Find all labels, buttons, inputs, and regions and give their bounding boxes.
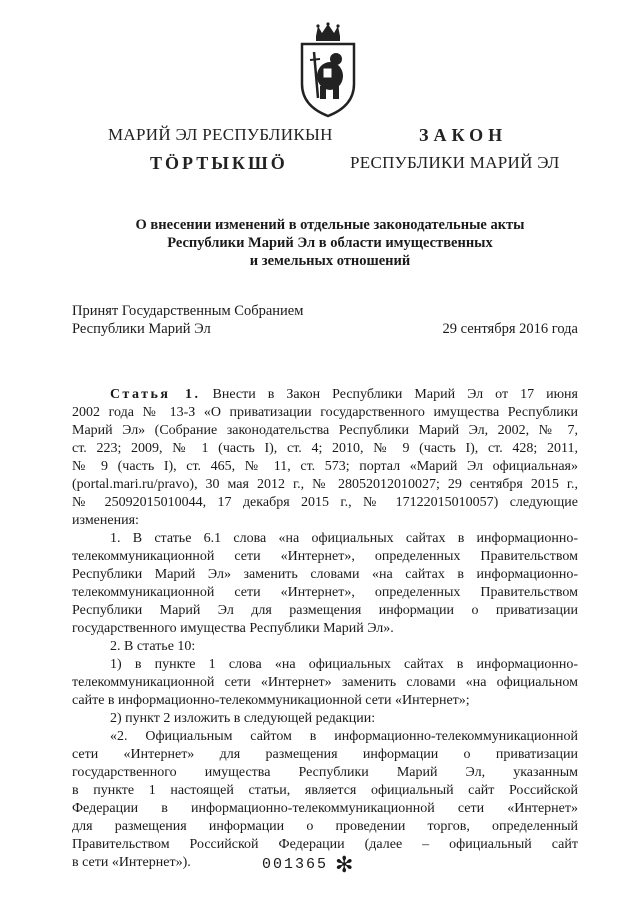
title-line: Республики Марий Эл в области имущественных [167, 235, 493, 251]
body-line: (portal.mari.ru/pravo), 30 мая 2012 г., № 28052012010027; 29 сентября 2015 г., [72, 477, 578, 492]
body-line: изменения: [72, 513, 139, 528]
body-line: 2002 года № 13-З «О приватизации государственного имущества Республики [72, 405, 578, 420]
body-line: телекоммуникационной сети «Интернет», определенных Правительством [72, 549, 578, 564]
document-number: 001365 [262, 856, 329, 873]
header-left-line2: ТӦРТЫКШӦ [150, 153, 288, 173]
body-line: «2. Официальным сайтом в информационно-телекоммуникационной [110, 729, 578, 744]
body-line: в сети «Интернет»). [72, 855, 191, 870]
body-line: 1. В статье 6.1 слова «на официальных сайтах в информационно- [110, 531, 578, 546]
body-line: сети «Интернет» для размещения информации о приватизации [72, 747, 578, 762]
adopted-line1: Принят Государственным Собранием [72, 303, 304, 319]
body-line: телекоммуникационной сети «Интернет», определенных Правительством [72, 585, 578, 600]
body-line: Республики Марий Эл» заменить словами «на сайтах в информационно- [72, 567, 578, 582]
title-line: О внесении изменений в отдельные законодательные акты [135, 217, 525, 233]
body-line: Правительством Российской Федерации (далее – официальный сайт [72, 837, 578, 852]
body-line: сайте в информационно-телекоммуникационной сети «Интернет»; [72, 693, 470, 708]
body-line: государственного имущества Республики Марий Эл». [72, 621, 394, 636]
body-line: № 9 (часть I), ст. 465, № 11, ст. 573; портал «Марий Эл официальная» [72, 459, 578, 474]
body-line: Марий Эл» (Собрание законодательства Республики Марий Эл, 2002, № 7, [72, 423, 578, 438]
body-line: государственного имущества Республики Марий Эл, указанным [72, 765, 578, 780]
article-body [72, 386, 578, 872]
body-line: ст. 223; 2009, № 1 (часть I), ст. 4; 2010, № 9 (часть I), ст. 428; 2011, [72, 441, 578, 456]
article-label: Статья 1. [110, 387, 201, 402]
body-line: в пункте 1 настоящей статьи, является официальный сайт Российской [72, 783, 578, 798]
header-right-line1: ЗАКОН [419, 125, 508, 145]
coat-of-arms-icon [296, 22, 360, 118]
law-title [70, 216, 590, 270]
body-line: 2) пункт 2 изложить в следующей редакции: [110, 711, 376, 726]
body-line: Республики Марий Эл для размещения информации о приватизации [72, 603, 578, 618]
title-line: и земельных отношений [249, 253, 411, 269]
body-line: 1) в пункте 1 слова «на официальных сайтах в информационно- [110, 657, 578, 672]
body-line: для размещения информации о проведении торгов, определенный [72, 819, 578, 834]
asterisk-mark-icon: ✻ [335, 852, 354, 877]
body-line: Статья 1. Внести в Закон Республики Марий Эл от 17 июня [110, 387, 578, 402]
adoption-info [72, 302, 578, 338]
adoption-date: 29 сентября 2016 года [442, 321, 578, 337]
body-line: 2. В статье 10: [110, 639, 196, 654]
body-line: Федерации в информационно-телекоммуникационной сети «Интернет» [72, 801, 578, 816]
header-left-line1: МАРИЙ ЭЛ РЕСПУБЛИКЫН [108, 125, 333, 144]
body-line: телекоммуникационной сети «Интернет» заменить словами «на официальном [72, 675, 578, 690]
body-line: № 25092015010044, 17 декабря 2015 г., № 17122015010057) следующие [72, 495, 578, 510]
header-right-line2: РЕСПУБЛИКИ МАРИЙ ЭЛ [350, 153, 560, 172]
adopted-line2: Республики Марий Эл [72, 321, 211, 337]
